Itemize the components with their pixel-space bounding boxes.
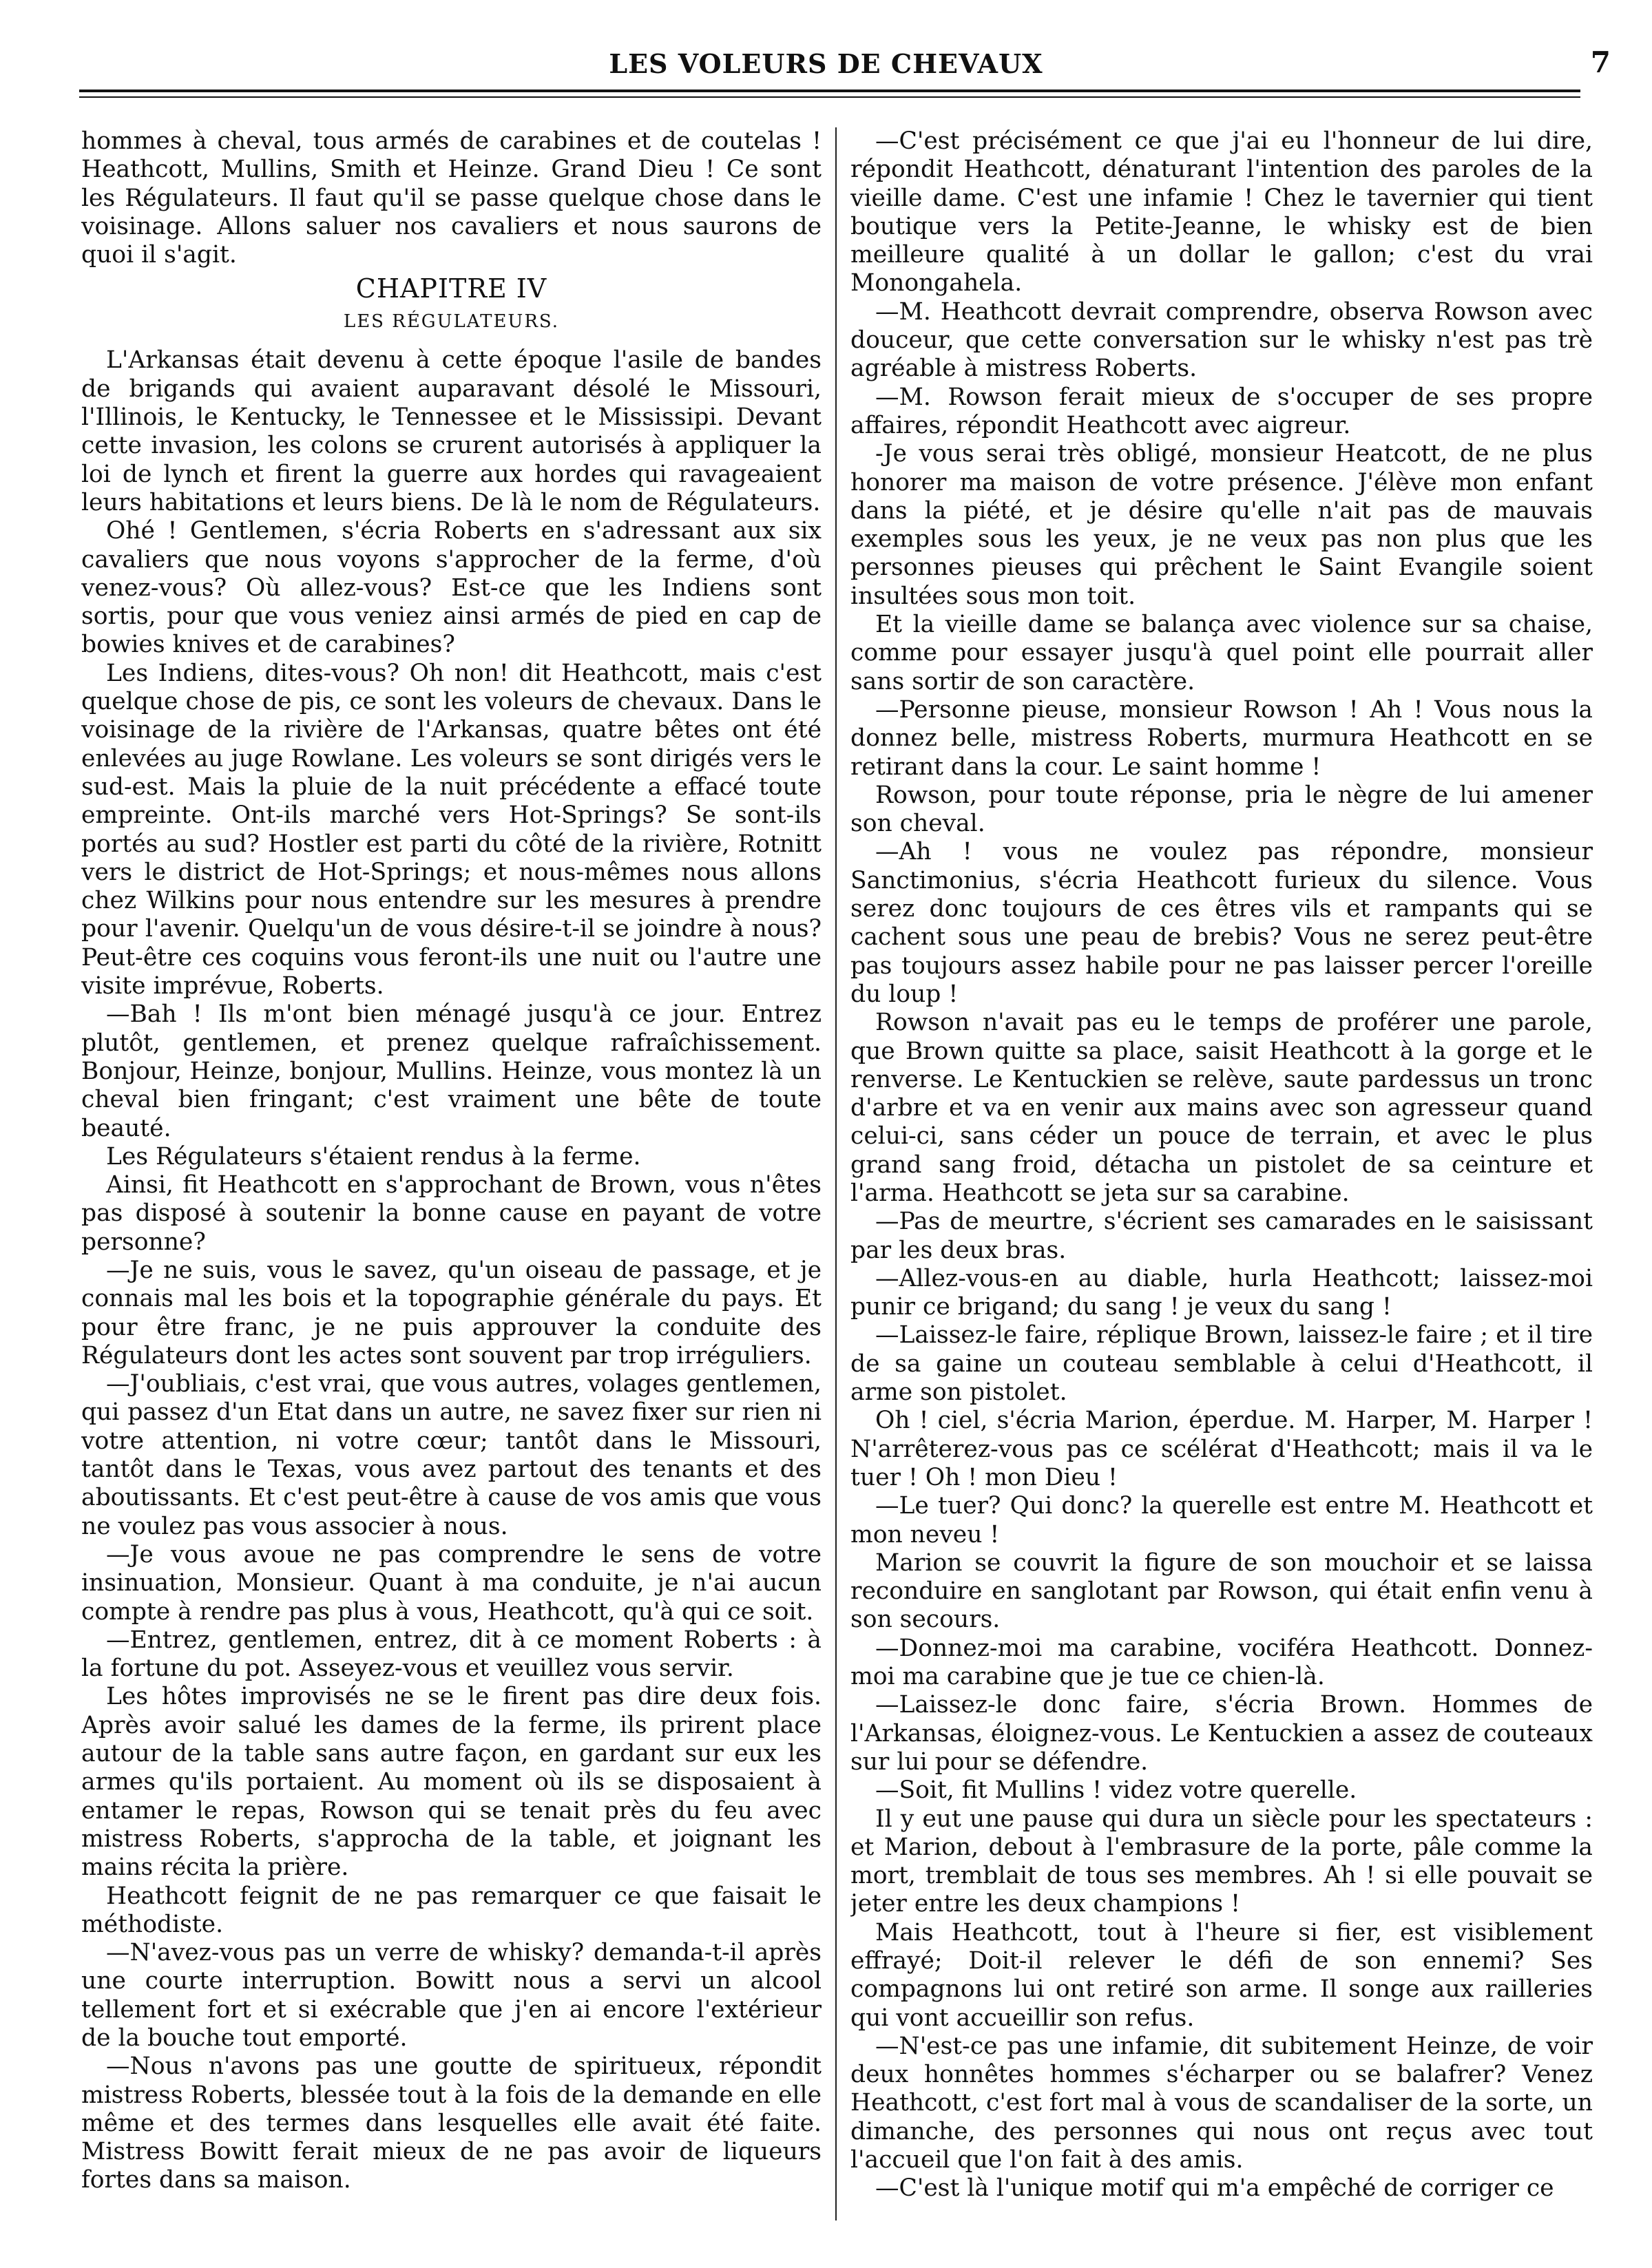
paragraph: Rowson, pour toute réponse, pria le nègre de lui amener son cheval.	[850, 781, 1593, 838]
column-divider	[835, 127, 837, 2220]
page-number: 7	[1590, 45, 1611, 79]
paragraph: —Bah ! Ils m'ont bien ménagé jusqu'à ce jour. Entrez plutôt, gentlemen, et prenez quelque rafraîchissement. Bonjour, Heinze, bonjour, Mullins. Heinze, vous montez là un cheval bien fringant; c'est vraiment une bête de toute beauté.	[81, 1000, 822, 1142]
paragraph: —M. Heathcott devrait comprendre, observa Rowson avec douceur, que cette conversation sur le whisky n'est pas trè agréable à mistress Roberts.	[850, 297, 1593, 383]
paragraph: Rowson n'avait pas eu le temps de proférer une parole, que Brown quitte sa place, saisit Heathcott à la gorge et le renverse. Le Kentuckien se relève, saute pardessus un tronc d'arbre et va en venir aux mains avec son agresseur quand celui-ci, sans céder un pouce de terrain, et avec le plus grand sang froid, détacha un pistolet de sa ceinture et l'arma. Heathcott se jeta sur sa carabine.	[850, 1009, 1593, 1207]
paragraph: Et la vieille dame se balança avec violence sur sa chaise, comme pour essayer jusqu'à quel point elle pourrait aller sans sortir de son caractère.	[850, 611, 1593, 695]
paragraph: Ainsi, fit Heathcott en s'approchant de Brown, vous n'êtes pas disposé à soutenir la bonne cause en payant de votre personne?	[81, 1171, 822, 1256]
paragraph: Marion se couvrit la figure de son mouchoir et se laissa reconduire en sanglotant par Rowson, qui était enfin venu à son secours.	[850, 1548, 1593, 1634]
paragraph: —Entrez, gentlemen, entrez, dit à ce moment Roberts : à la fortune du pot. Asseyez-vous et veuillez vous servir.	[81, 1626, 822, 1683]
header-rule-thick	[79, 90, 1580, 92]
paragraph: —Donnez-moi ma carabine, vociféra Heathcott. Donnez-moi ma carabine que je tue ce chien-là.	[850, 1634, 1593, 1691]
header-rule-thin	[79, 96, 1580, 98]
paragraph: Il y eut une pause qui dura un siècle pour les spectateurs : et Marion, debout à l'embrasure de la porte, pâle comme la mort, tremblait de tous ses membres. Ah ! si elle pouvait se jeter entre les deux champions !	[850, 1805, 1593, 1918]
paragraph: —C'est là l'unique motif qui m'a empêché de corriger ce	[875, 2174, 1554, 2203]
chapter-subtitle: LES RÉGULATEURS.	[343, 311, 560, 333]
left-column	[81, 127, 822, 2220]
paragraph: —J'oubliais, c'est vrai, que vous autres, volages gentlemen, qui passez d'un Etat dans un autre, ne savez fixer sur rien ni votre attention, ni votre cœur; tantôt dans le Missouri, tantôt dans le Texas, vous avez partout des tenants et des aboutissants. Et c'est peut-être à cause de vos amis que vous ne voulez pas vous associer à nous.	[81, 1370, 822, 1540]
paragraph: Ohé ! Gentlemen, s'écria Roberts en s'adressant aux six cavaliers que nous voyons s'approcher de la ferme, d'où venez-vous? Où allez-vous? Est-ce que les Indiens sont sortis, pour que vous veniez ainsi armés de pied en cap de bowies knives et de carabines?	[81, 517, 822, 659]
paragraph: —Je ne suis, vous le savez, qu'un oiseau de passage, et je connais mal les bois et la topographie générale du pays. Et pour être franc, je ne puis approuver la conduite des Régulateurs dont les actes sont souvent par trop irréguliers.	[81, 1256, 822, 1369]
paragraph: —M. Rowson ferait mieux de s'occuper de ses propre affaires, répondit Heathcott avec aigreur.	[850, 383, 1593, 439]
paragraph: —C'est précisément ce que j'ai eu l'honneur de lui dire, répondit Heathcott, dénaturant l'intention des paroles de la vieille dame. C'est une infamie ! Chez le tavernier qui tient boutique vers la Petite-Jeanne, le whisky est de bien meilleure qualité à un dollar le gallon; c'est du vrai Monongahela.	[850, 127, 1593, 297]
chapter-title: CHAPITRE IV	[355, 273, 547, 304]
left-opening-paragraph: hommes à cheval, tous armés de carabines et de coutelas ! Heathcott, Mullins, Smith et Heinze. Grand Dieu ! Ce sont les Régulateurs. Il faut qu'il se passe quelque chose dans le voisinage. Allons saluer nos cavaliers et nous saurons de quoi il s'agit.	[81, 127, 822, 269]
paragraph: —Soit, fit Mullins ! videz votre querelle.	[875, 1776, 1357, 1805]
paragraph: L'Arkansas était devenu à cette époque l'asile de bandes de brigands qui avaient auparavant désolé le Missouri, l'Illinois, le Kentucky, le Tennessee et le Mississipi. Devant cette invasion, les colons se crurent autorisés à appliquer la loi de lynch et firent la guerre aux hordes qui ravageaient leurs habitations et leurs biens. De là le nom de Régulateurs.	[81, 346, 822, 516]
paragraph: —Le tuer? Qui donc? la querelle est entre M. Heathcott et mon neveu !	[850, 1492, 1593, 1548]
paragraph: Mais Heathcott, tout à l'heure si fier, est visiblement effrayé; Doit-il relever le défi de son ennemi? Ses compagnons lui ont retiré son arme. Il songe aux railleries qui vont accueillir son refus.	[850, 1918, 1593, 2032]
paragraph: Oh ! ciel, s'écria Marion, éperdue. M. Harper, M. Harper ! N'arrêterez-vous pas ce scélérat d'Heathcott; mais il va le tuer ! Oh ! mon Dieu !	[850, 1407, 1593, 1491]
paragraph: —N'avez-vous pas un verre de whisky? demanda-t-il après une courte interruption. Bowitt nous a servi un alcool tellement fort et si exécrable que j'en ai encore l'extérieur de la bouche tout emporté.	[81, 1939, 822, 2052]
paragraph: —Personne pieuse, monsieur Rowson ! Ah ! Vous nous la donnez belle, mistress Roberts, murmura Heathcott en se retirant dans la cour. Le saint homme !	[850, 695, 1593, 781]
paragraph: -Je vous serai très obligé, monsieur Heatcott, de ne plus honorer ma maison de votre présence. J'élève mon enfant dans la piété, et je désire qu'elle n'ait pas de mauvais exemples sous les yeux, je ne veux pas non plus que les personnes pieuses qui prêchent le Saint Evangile soient insultées sous mon toit.	[850, 440, 1593, 610]
paragraph: —Pas de meurtre, s'écrient ses camarades en le saisissant par les deux bras.	[850, 1208, 1593, 1264]
paragraph: Les hôtes improvisés ne se le firent pas dire deux fois. Après avoir salué les dames de la ferme, ils prirent place autour de la table sans autre façon, en gardant sur eux les armes qu'ils portaient. Au moment où ils se disposaient à entamer le repas, Rowson qui se tenait près du feu avec mistress Roberts, s'approcha de la table, et joignant les mains récita la prière.	[81, 1683, 822, 1882]
paragraph: Heathcott feignit de ne pas remarquer ce que faisait le méthodiste.	[81, 1882, 822, 1938]
running-header-title: LES VOLEURS DE CHEVAUX	[609, 48, 1043, 79]
paragraph: —Je vous avoue ne pas comprendre le sens de votre insinuation, Monsieur. Quant à ma conduite, je n'ai aucun compte à rendre pas plus à vous, Heathcott, qu'à qui ce soit.	[81, 1540, 822, 1626]
paragraph: —Allez-vous-en au diable, hurla Heathcott; laissez-moi punir ce brigand; du sang ! je veux du sang !	[850, 1264, 1593, 1321]
paragraph: —Laissez-le faire, réplique Brown, laissez-le faire ; et il tire de sa gaine un couteau semblable à celui d'Heathcott, il arme son pistolet.	[850, 1321, 1593, 1407]
paragraph: —Laissez-le donc faire, s'écria Brown. Hommes de l'Arkansas, éloignez-vous. Le Kentuckien a assez de couteaux sur lui pour se défendre.	[850, 1691, 1593, 1776]
paragraph: Les Indiens, dites-vous? Oh non! dit Heathcott, mais c'est quelque chose de pis, ce sont les voleurs de chevaux. Dans le voisinage de la rivière de l'Arkansas, quatre bêtes ont été enlevées au juge Rowlane. Les voleurs se sont dirigés vers le sud-est. Mais la pluie de la nuit précédente a effacé toute empreinte. Ont-ils marché vers Hot-Springs? Se sont-ils portés au sud? Hostler est parti du côté de la rivière, Rotnitt vers le district de Hot-Springs; et nous-mêmes nous allons chez Wilkins pour nous entendre sur les mesures à prendre pour l'avenir. Quelqu'un de vous désire-t-il se joindre à nous? Peut-être ces coquins vous feront-ils une nuit ou l'autre une visite imprévue, Roberts.	[81, 659, 822, 1000]
paragraph: —N'est-ce pas une infamie, dit subitement Heinze, de voir deux honnêtes hommes s'écharper ou se balafrer? Venez Heathcott, c'est fort mal à vous de scandaliser de la sorte, un dimanche, des personnes qui nous ont reçus avec tout l'accueil que l'on fait à des amis.	[850, 2032, 1593, 2174]
paragraph: Les Régulateurs s'étaient rendus à la ferme.	[106, 1142, 641, 1170]
right-column	[850, 127, 1593, 2220]
paragraph: —Nous n'avons pas une goutte de spiritueux, répondit mistress Roberts, blessée tout à la fois de la demande en elle même et des termes dans lesquelles elle avait été faite. Mistress Bowitt ferait mieux de ne pas avoir de liqueurs fortes dans sa maison.	[81, 2052, 822, 2194]
paragraph: —Ah ! vous ne voulez pas répondre, monsieur Sanctimonius, s'écria Heathcott furieux du silence. Vous serez donc toujours de ces êtres vils et rampants qui se cachent sous une peau de brebis? Vous ne serez peut-être pas toujours assez habile pour ne pas laisser percer l'oreille du loup !	[850, 838, 1593, 1008]
